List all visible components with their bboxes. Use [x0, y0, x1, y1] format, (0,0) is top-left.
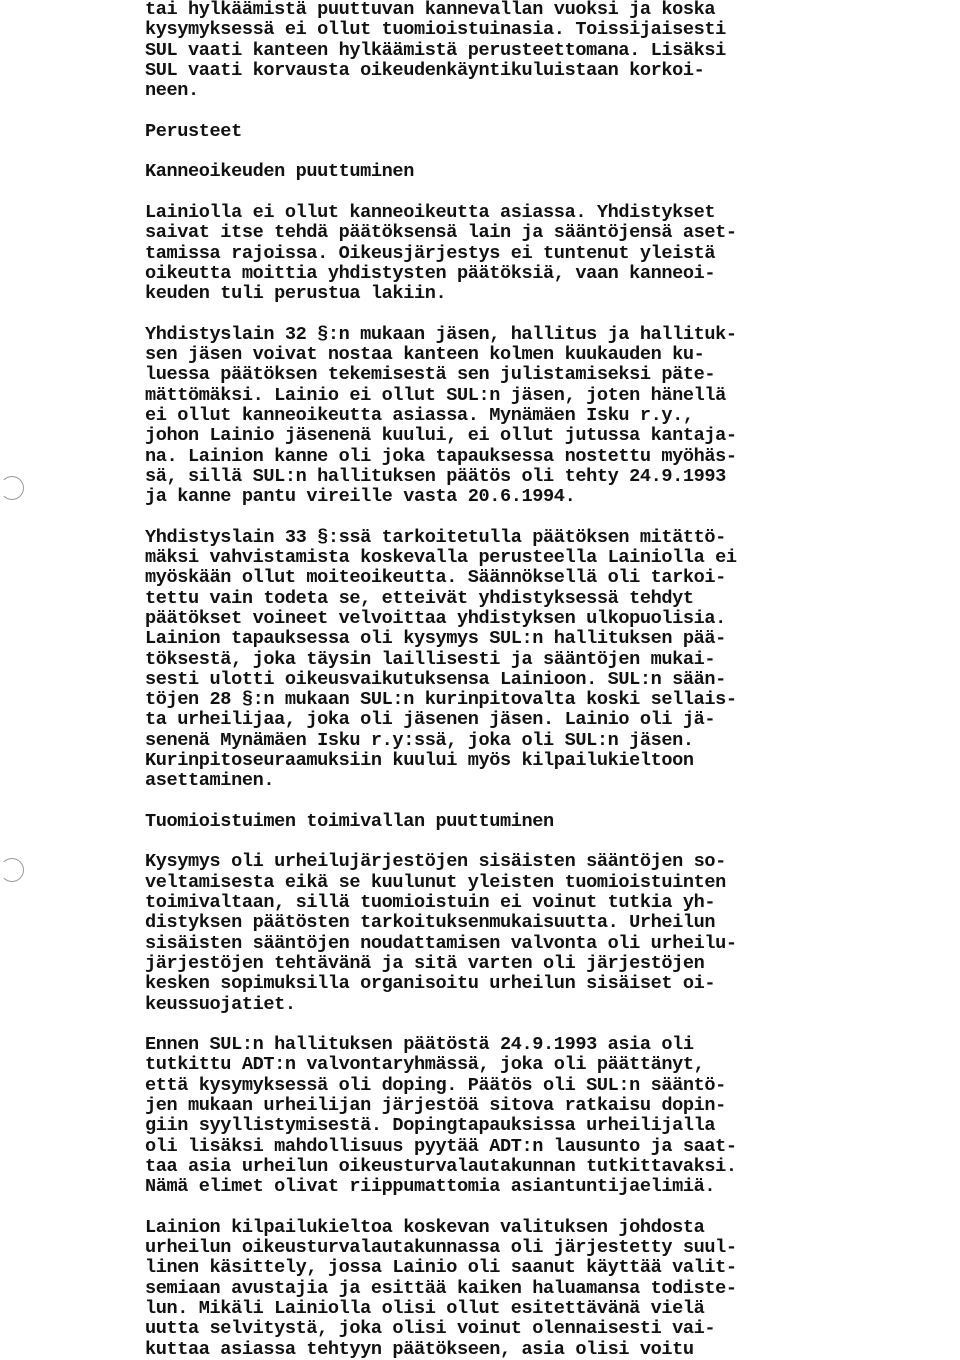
blank-line — [145, 101, 945, 121]
blank-line — [145, 183, 945, 203]
text-line: na. Lainion kanne oli joka tapauksessa nostettu myöhäs- — [145, 445, 737, 467]
text-line: sisäisten sääntöjen noudattamisen valvonta oli urheilu- — [145, 932, 737, 954]
text-line: järjestöjen tehtävänä ja sitä varten oli järjestöjen — [145, 952, 705, 974]
text-line: asettaminen. — [145, 770, 275, 792]
text-line: Yhdistyslain 33 §:ssä tarkoitetulla päätöksen mitättö- — [145, 526, 726, 548]
blank-line — [145, 507, 945, 527]
text-line: Nämä elimet olivat riippumattomia asiantuntijaelimiä. — [145, 1176, 716, 1198]
text-line: myöskään ollut moiteoikeutta. Säännöksellä oli tarkoi- — [145, 567, 726, 589]
text-line: töksestä, joka täysin laillisesti ja sääntöjen mukai- — [145, 648, 716, 670]
text-line: kesken sopimuksilla organisoitu urheilun sisäiset oi- — [145, 973, 716, 995]
text-line: senenä Mynämäen Isku r.y:ssä, joka oli SUL:n jäsen. — [145, 729, 694, 751]
document-page — [145, 0, 945, 1360]
punch-hole-mark — [0, 858, 24, 882]
text-line: Lainiolla ei ollut kanneoikeutta asiassa. Yhdistykset — [145, 201, 716, 223]
text-line: saivat itse tehdä päätöksensä lain ja sääntöjensä aset- — [145, 222, 737, 244]
text-line: Tuomioistuimen toimivallan puuttuminen — [145, 810, 554, 832]
text-line: distyksen päätösten tarkoituksenmukaisuutta. Urheilun — [145, 912, 716, 934]
blank-line — [145, 792, 945, 812]
punch-hole-mark — [0, 476, 24, 500]
text-line: mättömäksi. Lainio ei ollut SUL:n jäsen, joten hänellä — [145, 384, 726, 406]
blank-line — [145, 832, 945, 852]
text-line: Kurinpitoseuraamuksiin kuului myös kilpailukieltoon — [145, 749, 694, 771]
text-line: johon Lainio jäsenenä kuului, ei ollut jutussa kantaja- — [145, 425, 737, 447]
text-line: uutta selvitystä, joka olisi voinut olennaisesti vai- — [145, 1318, 716, 1340]
text-line: Yhdistyslain 32 §:n mukaan jäsen, hallitus ja hallituk- — [145, 323, 737, 345]
text-line: että kysymyksessä oli doping. Päätös oli SUL:n sääntö- — [145, 1074, 726, 1096]
text-line: töjen 28 §:n mukaan SUL:n kurinpitovalta koski sellais- — [145, 689, 737, 711]
text-line: SUL vaati kanteen hylkäämistä perusteettomana. Lisäksi — [145, 39, 726, 61]
text-line: Perusteet — [145, 120, 242, 142]
text-line: jen mukaan urheilijan järjestöä sitova ratkaisu dopin- — [145, 1095, 726, 1117]
blank-line — [145, 1198, 945, 1218]
text-line: tamissa rajoissa. Oikeusjärjestys ei tuntenut yleistä — [145, 242, 716, 264]
text-line: päätökset voineet velvoittaa yhdistyksen ulkopuolisia. — [145, 607, 726, 629]
text-line: urheilun oikeusturvalautakunnassa oli järjestetty suul- — [145, 1237, 737, 1259]
text-line: sesti ulotti oikeusvaikutuksensa Lainioon. SUL:n sään- — [145, 668, 726, 690]
text-line: kysymyksessä ei ollut tuomioistuinasia. Toissijaisesti — [145, 19, 726, 41]
text-line: ta urheilijaa, joka oli jäsenen jäsen. Lainio oli jä- — [145, 709, 716, 731]
blank-line — [145, 304, 945, 324]
text-line: ja kanne pantu vireille vasta 20.6.1994. — [145, 486, 576, 508]
text-line: Kysymys oli urheilujärjestöjen sisäisten sääntöjen so- — [145, 851, 726, 873]
blank-line — [145, 1015, 945, 1035]
text-line: mäksi vahvistamista koskevalla perusteella Lainiolla ei — [145, 547, 737, 569]
text-line: toimivaltaan, sillä tuomioistuin ei voinut tutkia yh- — [145, 892, 716, 914]
text-line: sen jäsen voivat nostaa kanteen kolmen kuukauden ku- — [145, 344, 705, 366]
text-line: semiaan avustajia ja esittää kaiken haluamansa todiste- — [145, 1277, 737, 1299]
text-line: oli lisäksi mahdollisuus pyytää ADT:n lausunto ja saat- — [145, 1135, 737, 1157]
text-line: tutkittu ADT:n valvontaryhmässä, joka oli päättänyt, — [145, 1054, 705, 1076]
text-line: taa asia urheilun oikeusturvalautakunnan tutkittavaksi. — [145, 1155, 737, 1177]
text-line: lun. Mikäli Lainiolla olisi ollut esitettävänä vielä — [145, 1298, 705, 1319]
blank-line — [145, 142, 945, 162]
text-line: Ennen SUL:n hallituksen päätöstä 24.9.1993 asia oli — [145, 1034, 694, 1056]
text-line: kuttaa asiassa tehtyyn päätökseen, asia olisi voitu — [145, 1338, 694, 1360]
text-line: oikeutta moittia yhdistysten päätöksiä, vaan kanneoi- — [145, 262, 716, 284]
text-line: Lainion tapauksessa oli kysymys SUL:n hallituksen pää- — [145, 628, 726, 650]
text-line: neen. — [145, 80, 199, 102]
text-line: veltamisesta eikä se kuulunut yleisten tuomioistuinten — [145, 871, 726, 893]
text-line: keuden tuli perustua lakiin. — [145, 283, 447, 305]
text-line: luessa päätöksen tekemisestä sen julistamiseksi päte- — [145, 364, 716, 386]
text-line: ei ollut kanneoikeutta asiassa. Mynämäen Isku r.y., — [145, 404, 694, 426]
text-line: Kanneoikeuden puuttuminen — [145, 161, 414, 183]
text-line: tai hylkäämistä puuttuvan kannevallan vuoksi ja koska — [145, 0, 716, 20]
text-line: tettu vain todeta se, etteivät yhdistyksessä tehdyt — [145, 587, 694, 609]
text-line: sä, sillä SUL:n hallituksen päätös oli tehty 24.9.1993 — [145, 465, 726, 487]
text-line: Lainion kilpailukieltoa koskevan valituksen johdosta — [145, 1216, 705, 1238]
text-line: giin syyllistymisestä. Dopingtapauksissa urheilijalla — [145, 1115, 716, 1137]
text-line: linen käsittely, jossa Lainio oli saanut käyttää valit- — [145, 1257, 737, 1279]
text-line: keussuojatiet. — [145, 993, 296, 1015]
text-line: SUL vaati korvausta oikeudenkäyntikuluistaan korkoi- — [145, 59, 705, 81]
